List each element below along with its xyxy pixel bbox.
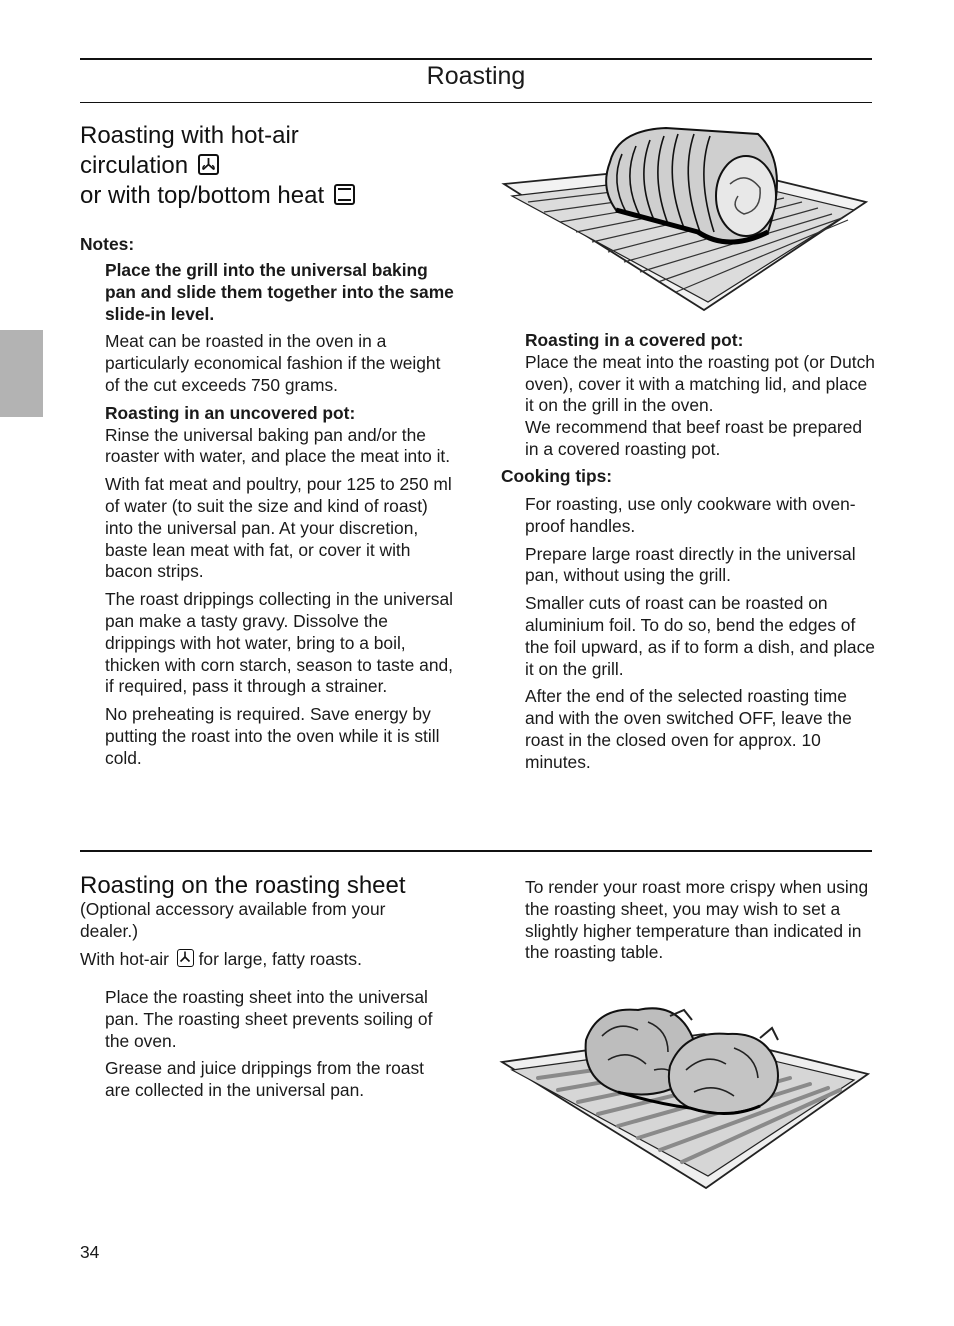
cooking-tips-label: Cooking tips:	[501, 466, 613, 486]
section1-title-line3: or with top/bottom heat	[80, 181, 480, 211]
header-rule-top	[80, 58, 872, 60]
covered-pot-block	[525, 330, 875, 461]
notes-label: Notes:	[80, 234, 135, 254]
roast-on-grill-illustration	[498, 124, 872, 320]
uncovered-pot-title: Roasting in an uncovered pot:	[105, 402, 356, 423]
uncovered-pot-block	[105, 403, 455, 468]
section2-right-column	[525, 877, 870, 964]
hot-air-fan-icon	[177, 949, 194, 967]
para-crispy: To render your roast more crispy when using the roasting sheet, you may wish to set a slightly higher temperature than indicated in the roasting table.	[525, 877, 869, 963]
hot-air-line: With hot-air for large, fatty roasts.	[80, 948, 362, 969]
para-preheating: No preheating is required. Save energy by putting the roast into the oven while it is still cold.	[105, 704, 440, 768]
section1-left-column	[105, 260, 455, 776]
section1-heading	[80, 121, 480, 211]
cooking-tip: For roasting, use only cookware with oven-proof handles.	[525, 494, 856, 536]
page-header-title: Roasting	[426, 62, 526, 90]
optional-accessory-note: (Optional accessory available from your dealer.)	[80, 899, 386, 941]
page-number: 34	[80, 1242, 100, 1262]
cooking-tip: Prepare large roast directly in the universal pan, without using the grill.	[525, 543, 856, 586]
section1-title-line1: Roasting with hot-air	[80, 122, 299, 149]
para-fat-meat: With fat meat and poultry, pour 125 to 250 ml of water (to suit the size and kind of roast) into the universal pan. At your discretion, baste lean meat with fat, or cover it with bacon strips.	[105, 474, 452, 582]
uncovered-pot-text: Rinse the universal baking pan and/or the roaster with water, and place the meat into it.	[105, 424, 451, 467]
section1-title-line2: circulation	[80, 151, 480, 181]
para-place-sheet: Place the roasting sheet into the universal pan. The roasting sheet prevents soiling of the oven.	[105, 987, 433, 1051]
note-grill-instruction: Place the grill into the universal baking pan and slide them together into the same slide-in level.	[105, 260, 454, 324]
header-rule-bottom	[80, 102, 872, 103]
chapter-side-tab	[0, 330, 43, 417]
cooking-tip: After the end of the selected roasting time and with the oven switched OFF, leave the roast in the closed oven for approx. 10 minutes.	[525, 686, 852, 772]
cooking-tips-list	[525, 494, 875, 780]
covered-pot-title: Roasting in a covered pot:	[525, 330, 744, 350]
para-grease-drippings: Grease and juice drippings from the roast are collected in the universal pan.	[105, 1058, 424, 1101]
section-divider	[80, 850, 872, 852]
covered-pot-text-1: Place the meat into the roasting pot (or Dutch oven), cover it with a matching lid, and place it on the grill in the oven.	[525, 351, 875, 416]
top-bottom-heat-icon	[334, 184, 355, 205]
section2-left-column	[80, 871, 480, 970]
section2-instructions	[105, 987, 450, 1108]
para-drippings: The roast drippings collecting in the universal pan make a tasty gravy. Dissolve the drippings with hot water, bring to a boil, thicken with corn starch, season to taste and, if required, pass it through a strainer.	[105, 589, 453, 697]
cooking-tip: Smaller cuts of roast can be roasted on aluminium foil. To do so, bend the edges of the foil upward, as if to form a dish, and place it on the grill.	[525, 593, 875, 679]
para-economical: Meat can be roasted in the oven in a particularly economical fashion if the weight of the cut exceeds 750 grams.	[105, 331, 441, 395]
covered-pot-text-2: We recommend that beef roast be prepared in a covered roasting pot.	[525, 417, 863, 459]
section2-title: Roasting on the roasting sheet	[80, 872, 406, 899]
roast-on-sheet-illustration	[498, 1000, 872, 1192]
hot-air-fan-icon	[198, 154, 219, 175]
